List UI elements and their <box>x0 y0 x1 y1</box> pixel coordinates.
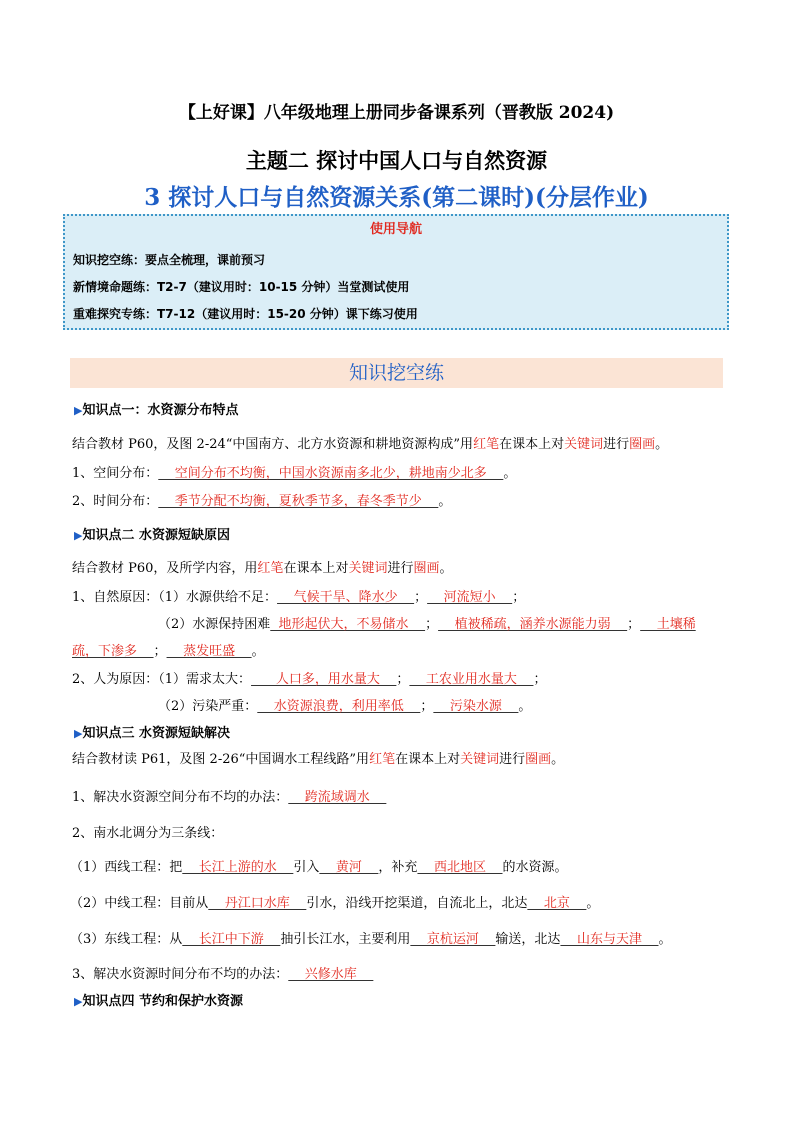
answer-line: （3）东线工程：从 长江中下游 抽引长江水，主要利用 京杭运河 输送，北达 山东与天津 。 <box>70 932 672 947</box>
series-title: 【上好课】八年级地理上册同步备课系列（晋教版 2024) <box>178 103 615 123</box>
knowledge-point-heading: ▶知识点一：水资源分布特点 <box>74 403 239 418</box>
answer-line: 2、时间分布： 季节分配不均衡，夏秋季节多，春冬季节少 。 <box>72 494 452 509</box>
knowledge-point-heading: ▶知识点三 水资源短缺解决 <box>74 726 230 741</box>
answer-blank: 长江上游的水 <box>182 860 294 875</box>
answer-line: （2）水源保持困难 地形起伏大，不易储水 ； 植被稀疏，涵养水源能力弱 ； 土壤稀 <box>158 617 696 632</box>
triangle-icon: ▶ <box>74 727 83 740</box>
answer-blank: 丹江口水库 <box>208 896 307 911</box>
answer-blank: 山东与天津 <box>560 932 659 947</box>
answer-line: （2）污染严重： 水资源浪费，利用率低 ； 污染水源 。 <box>158 699 532 714</box>
answer-line: 1、自然原因：（1）水源供给不足： 气候干旱、降水少 ； 河流短小 ； <box>72 590 526 605</box>
answer-blank: 蒸发旺盛 <box>166 644 252 659</box>
answer-blank: 跨流域调水 <box>288 790 387 805</box>
intro-line: 结合教材 P60，及图 2-24“中国南方、北方水资源和耕地资源构成”用红笔在课本上对关键词进行圈画。 <box>72 437 669 452</box>
answer-line: 1、空间分布： 空间分布不均衡，中国水资源南多北少，耕地南少北多 。 <box>72 466 517 481</box>
answer-blank: 植被稀疏，涵养水源能力弱 <box>438 617 628 632</box>
lesson-title: 3 探讨人口与自然资源关系(第二课时)(分层作业) <box>144 184 649 211</box>
answer-blank: 长江中下游 <box>182 932 281 947</box>
answer-blank: 西北地区 <box>417 860 503 875</box>
answer-blank: 气候干旱、降水少 <box>277 590 415 605</box>
triangle-icon: ▶ <box>74 995 83 1008</box>
usage-guide-box <box>63 214 729 330</box>
answer-blank: 污染水源 <box>433 699 519 714</box>
topic-title: 主题二 探讨中国人口与自然资源 <box>245 149 548 173</box>
answer-blank: 地形起伏大，不易储水 <box>270 617 426 632</box>
answer-line: 3、解决水资源时间分布不均的办法： 兴修水库 <box>72 967 374 982</box>
answer-blank: 京杭运河 <box>410 932 496 947</box>
knowledge-point-heading: ▶知识点四 节约和保护水资源 <box>74 994 243 1009</box>
knowledge-point-heading: ▶知识点二 水资源短缺原因 <box>74 528 230 543</box>
answer-blank: 黄河 <box>319 860 379 875</box>
answer-line: 1、解决水资源空间分布不均的办法： 跨流域调水 <box>72 790 387 805</box>
answer-blank: 兴修水库 <box>288 967 374 982</box>
answer-blank: 北京 <box>527 896 587 911</box>
answer-line: （1）西线工程：把 长江上游的水 引入 黄河 ，补充 西北地区 的水资源。 <box>70 860 568 875</box>
answer-blank: 疏，下渗多 <box>72 644 154 659</box>
answer-blank: 人口多，用水量大 <box>251 672 397 687</box>
answer-blank: 土壤稀 <box>640 617 696 632</box>
answer-line: 疏，下渗多 ； 蒸发旺盛 。 <box>72 644 265 659</box>
section-title: 知识挖空练 <box>70 358 723 388</box>
answer-blank: 水资源浪费，利用率低 <box>257 699 421 714</box>
guide-title: 使用导航 <box>369 222 422 237</box>
intro-line: 结合教材 P60，及所学内容，用红笔在课本上对关键词进行圈画。 <box>72 561 453 576</box>
guide-line: 新情境命题练：T2-7（建议用时：10-15 分钟）当堂测试使用 <box>73 280 410 294</box>
guide-line: 重难探究专练：T7-12（建议用时：15-20 分钟）课下练习使用 <box>73 307 418 321</box>
intro-line: 结合教材读 P61，及图 2-26“中国调水工程线路”用红笔在课本上对关键词进行圈画。 <box>72 752 565 767</box>
triangle-icon: ▶ <box>74 529 83 542</box>
answer-line: （2）中线工程：目前从 丹江口水库 引水，沿线开挖渠道，自流北上，北达 北京 。 <box>70 896 600 911</box>
guide-line: 知识挖空练：要点全梳理，课前预习 <box>73 253 266 267</box>
question-line: 2、南水北调分为三条线： <box>72 826 224 841</box>
answer-blank: 河流短小 <box>427 590 513 605</box>
answer-blank: 季节分配不均衡，夏秋季节多，春冬季节少 <box>158 494 439 509</box>
answer-blank: 工农业用水量大 <box>409 672 534 687</box>
answer-blank: 空间分布不均衡，中国水资源南多北少，耕地南少北多 <box>158 466 504 481</box>
answer-line: 2、人为原因：（1）需求太大： 人口多，用水量大 ； 工农业用水量大 ； <box>72 672 547 687</box>
triangle-icon: ▶ <box>74 404 83 417</box>
